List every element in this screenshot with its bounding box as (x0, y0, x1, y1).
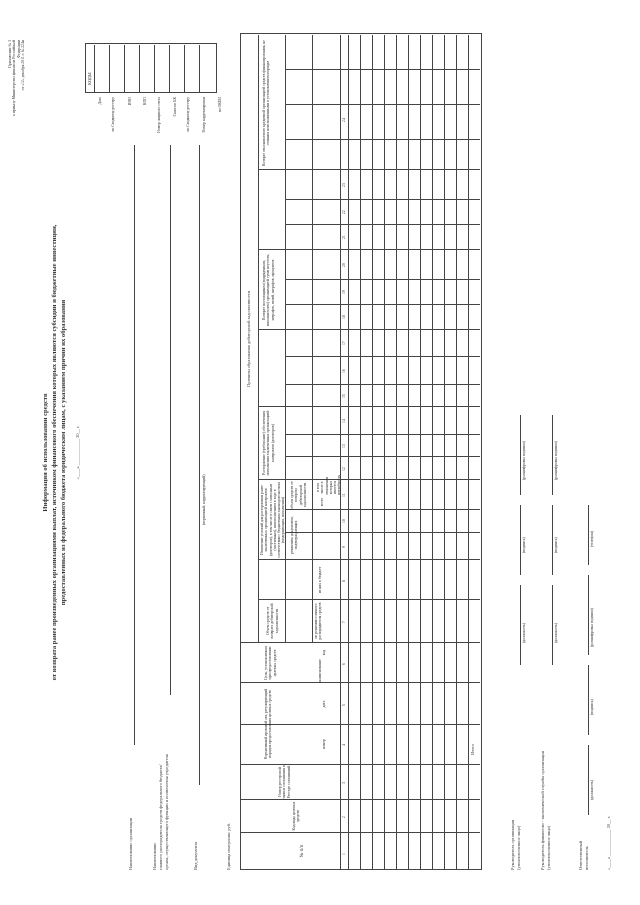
sign-line (520, 415, 521, 495)
gr-label-2: главного распорядителя средств федерального бюджета/ (158, 764, 163, 870)
table-h-line (432, 35, 433, 870)
total-label: Итого (470, 743, 475, 755)
col-number: 23 (342, 183, 346, 187)
sign-line (520, 505, 521, 575)
col-header-reason-4: Возврат отыскиваемого кредитной организацией средств финансирования, не ставших неисполненными в установленном порядке (262, 40, 271, 166)
col-number: 6 (342, 663, 346, 665)
code-label-account: Номер лицевого счета (157, 97, 161, 133)
table-h-line (340, 35, 341, 870)
table-v-line (258, 599, 480, 600)
code-label-chapter: Глава по БК (173, 97, 177, 117)
col-number: 1 (342, 853, 346, 855)
footer-fin-label-2: (уполномоченное лицо) (546, 825, 551, 870)
gr-label-1: Наименование (152, 842, 157, 870)
col-number: 13 (342, 444, 346, 448)
sub-header-number: номер (322, 739, 326, 749)
col-header-reason-1: Изменение условий для расторжения ранее заключенных организацией контрактов (договоров), в том числе в связи с неполным (частичным), неисполнением в ходе в соответствии с бюджетным законодательством (модернизация, исполнения) (260, 482, 286, 558)
footer-date-line: «____» ____________ 20__ г. (606, 816, 611, 870)
code-label-correction: Номер корректировки (202, 97, 206, 133)
appendix-line-1: Приложение № 3 (8, 40, 12, 68)
footer-head-label-1: Руководитель организации (510, 819, 515, 870)
hint-signature: (подпись) (554, 537, 558, 553)
table-v-line (285, 224, 480, 225)
col-header-reasons-group: Причины образования дебиторской задолженности (246, 291, 251, 387)
col-header-returned: Объем средств от возврата дебиторской задолженности (266, 603, 279, 639)
hint-phone: (телефон) (590, 531, 594, 547)
sign-line (552, 505, 553, 575)
table-h-line (408, 35, 409, 870)
org-line (134, 145, 135, 745)
col-number: 2 (342, 816, 346, 818)
table-v-line (285, 279, 480, 280)
table-v-line (285, 69, 480, 70)
table-v-line (240, 764, 480, 765)
col-number: 14 (342, 419, 346, 423)
appendix-line-4: от «12» декабря 2011 г. № 224н (20, 40, 25, 91)
hint-decode: (расшифровка подписи) (522, 441, 526, 480)
main-table (240, 33, 482, 870)
sub-header-volume: объем средств от возврата дебиторской задолженности (290, 481, 307, 509)
sub-header-by-rec: по решению главного распорядителя средств (314, 602, 323, 640)
col-number: 18 (342, 315, 346, 319)
table-v-line (258, 169, 480, 170)
sign-line (520, 585, 521, 665)
hint-position: (должность) (554, 623, 558, 643)
appendix-note (8, 40, 25, 116)
doc-title-3: предоставленных из федерального бюджета юридическим лицам, с указанием причин их образования (60, 299, 67, 606)
table-v-line (258, 559, 480, 560)
sign-line (588, 665, 589, 735)
code-label-okei: по ОКЕИ (218, 97, 222, 113)
sub-header-req-docs: реквизиты документов, подтверждающих (290, 516, 299, 554)
table-h-line (420, 35, 421, 870)
table-h-line (348, 35, 349, 870)
col-number: 20 (342, 263, 346, 267)
org-label: Наименование организации (128, 817, 133, 870)
sign-line (588, 745, 589, 815)
unit-label: Единица измерения: руб. (226, 823, 231, 870)
table-h-line (456, 35, 457, 870)
doc-type-label: Вид документа (193, 841, 198, 870)
code-label-date: Дата (98, 97, 102, 105)
table-v-line (285, 304, 480, 305)
table-v-line (285, 384, 480, 385)
table-v-line (240, 642, 480, 643)
code-label-registry: по Сводному реестру (111, 97, 115, 132)
table-v-line (285, 139, 480, 140)
doc-date-line: «____» ____________ 20__ г. (75, 425, 80, 480)
col-number: 16 (342, 369, 346, 373)
col-number: 3 (342, 782, 346, 784)
table-v-line (258, 329, 480, 330)
table-v-line (258, 406, 480, 407)
footer-head-label-2: (уполномоченное лицо) (516, 825, 521, 870)
sub-header-incl: в том числе в отношении которых имеется потребность (316, 474, 342, 495)
hint-decode: (расшифровка подписи) (554, 441, 558, 480)
table-v-line (285, 104, 480, 105)
gr-label-3: органа, осуществляющего функции и полномочия учредителя (164, 754, 169, 870)
col-number: 11 (342, 493, 346, 497)
col-number: 15 (342, 394, 346, 398)
table-v-line (285, 456, 480, 457)
footer-exec-label-1: Ответственный (578, 841, 583, 870)
col-header-goal: Цель, установленная при предоставлении целевых средств (264, 646, 277, 680)
table-v-line (285, 356, 480, 357)
sub-header-admit: из них в бюджет (318, 566, 322, 594)
table-h-line (396, 35, 397, 870)
table-h-line (372, 35, 373, 870)
col-number: 7 (342, 621, 346, 623)
sub-header-total: всего (320, 497, 324, 507)
table-h-line (258, 35, 259, 643)
col-number: 4 (342, 744, 346, 746)
col-number: 17 (342, 341, 346, 345)
appendix-line-3: Федерации (16, 40, 21, 58)
hint-signature: (подпись) (590, 699, 594, 715)
table-v-line (240, 799, 480, 800)
table-v-line (240, 832, 480, 833)
hint-position: (должность) (590, 780, 594, 800)
hint-position: (должность) (522, 623, 526, 643)
col-number: 24 (342, 118, 346, 122)
table-h-line (444, 35, 445, 870)
codes-divider (184, 45, 185, 93)
table-h-line (360, 35, 361, 870)
footer-fin-label-1: Руководитель финансово - экономической службы организации (540, 751, 545, 870)
col-number: 21 (342, 235, 346, 239)
col-header-num: № п/п (300, 844, 305, 858)
col-number: 10 (342, 519, 346, 523)
table-h-line (468, 35, 469, 870)
sign-line (588, 575, 589, 655)
table-h-line (384, 35, 385, 870)
col-header-code-type: Код вида целевых средств (292, 801, 301, 831)
col-number: 12 (342, 467, 346, 471)
col-header-reason-2: Расторжение (требование) обеспечения исполнения заключенных организацией контрактов (договоров) (262, 410, 275, 476)
codes-divider (154, 45, 155, 93)
col-header-reg-act: Нормативный правовой акт, регулирующий порядок предоставления целевых средств (264, 688, 273, 760)
doc-type-line (199, 145, 200, 785)
sign-line (552, 415, 553, 495)
codes-box (85, 43, 217, 93)
col-number: 8 (342, 580, 346, 582)
codes-divider (139, 45, 140, 93)
code-label-kpp: КПП (143, 97, 147, 106)
appendix-line-2: к приказу Министерства финансов Российской (12, 40, 17, 116)
hint-signature: (подпись) (522, 537, 526, 553)
table-v-line (240, 682, 480, 683)
col-header-reg-num: Номер реестровой записи соглашения в Реестре соглашений (278, 765, 291, 799)
table-v-line (285, 532, 480, 533)
hint-decode: (расшифровка подписи) (590, 608, 594, 647)
table-h-line (312, 35, 313, 643)
doc-title-1: Информация об использовании средств (42, 393, 49, 512)
table-v-line (285, 434, 480, 435)
sign-line (588, 505, 589, 565)
col-number: 9 (342, 546, 346, 548)
codes-divider (109, 45, 110, 93)
col-number: 5 (342, 704, 346, 706)
codes-divider (199, 45, 200, 93)
sub-header-name: наименование (318, 659, 322, 682)
sub-header-date: дата (322, 700, 326, 708)
table-v-line (240, 724, 480, 725)
table-v-line (285, 199, 480, 200)
code-label-registry-2: по Сводному реестру (186, 97, 190, 132)
doc-title-2: от возврата ранее произведенных организациями выплат, источником финансового обеспечения которых являются субсидии и бюджетные инвестиции, (51, 224, 58, 681)
footer-exec-label-2: исполнитель (584, 846, 589, 870)
code-label-inn: ИНН (128, 97, 132, 106)
codes-header: КОДЫ (87, 72, 92, 85)
codes-divider (169, 45, 170, 93)
doc-type-hint: (первичный, корректирующий) (202, 474, 206, 525)
col-header-reason-3: Возврат поставщиком (подрядчиком, исполнителем) организацией сумм неустоек, штрафов, пеней, штрафов, процентов (262, 253, 275, 327)
col-number: 19 (342, 290, 346, 294)
sub-header-code: код (322, 649, 326, 656)
table-v-line (258, 479, 480, 480)
table-v-line (258, 249, 480, 250)
sign-line (552, 585, 553, 665)
codes-divider (124, 45, 125, 93)
col-number: 22 (342, 210, 346, 214)
codes-divider (94, 45, 95, 93)
table-v-line (285, 509, 480, 510)
gr-line (170, 145, 171, 695)
